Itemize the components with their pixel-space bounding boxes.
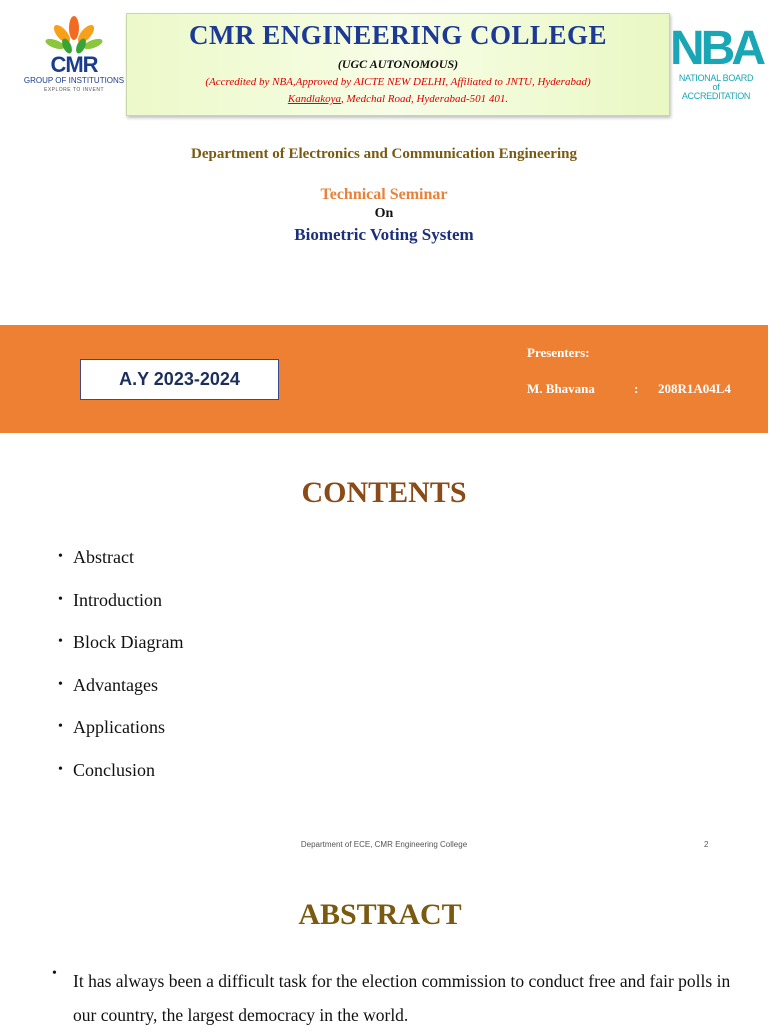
flower-icon bbox=[22, 14, 126, 56]
cmr-brand-text: CMR bbox=[50, 52, 98, 77]
contents-title: CONTENTS bbox=[301, 476, 467, 509]
nba-mark-icon bbox=[670, 16, 762, 75]
presenter-separator: : bbox=[634, 381, 639, 396]
presenter-name: M. Bhavana bbox=[527, 381, 595, 396]
cmr-logo bbox=[22, 14, 126, 104]
nba-line1: NATIONAL BOARD bbox=[678, 73, 754, 83]
abstract-title: ABSTRACT bbox=[298, 898, 462, 931]
title-slide bbox=[0, 0, 768, 433]
list-item: • Advantages bbox=[58, 674, 158, 695]
autonomous-status: (UGC AUTONOMOUS) bbox=[337, 57, 459, 71]
seminar-topic: Biometric Voting System bbox=[294, 225, 474, 244]
list-item: • Introduction bbox=[58, 589, 162, 610]
accreditation-line: (Accredited by NBA,Approved by AICTE NEW DELHI, Affiliated to JNTU, Hyderabad) bbox=[205, 76, 591, 88]
cmr-group-text: GROUP OF INSTITUTIONS bbox=[23, 76, 125, 85]
cmr-tagline: EXPLORE TO INVENT bbox=[44, 87, 104, 93]
slide-footer: Department of ECE, CMR Engineering College bbox=[300, 840, 468, 849]
list-item: • Abstract bbox=[58, 547, 134, 567]
nba-line2: of ACCREDITATION bbox=[681, 82, 751, 101]
college-banner bbox=[126, 13, 670, 116]
address-rest: , Medchal Road, Hyderabad-501 401. bbox=[341, 93, 509, 105]
nba-mark-text: NBA bbox=[670, 22, 762, 75]
department-name: Department of Electronics and Communication Engineering bbox=[191, 146, 577, 162]
academic-year-box: A.Y 2023-2024 bbox=[80, 359, 279, 400]
contents-list bbox=[58, 545, 183, 800]
list-item: • Applications bbox=[58, 717, 165, 737]
address-locality: Kandlakoya bbox=[287, 93, 342, 105]
bullet-icon: • bbox=[52, 966, 57, 981]
college-name: CMR ENGINEERING COLLEGE bbox=[188, 20, 608, 50]
presenter-roll-number: 208R1A04L4 bbox=[658, 381, 731, 396]
address-line bbox=[127, 92, 669, 106]
on-label: On bbox=[374, 206, 394, 221]
list-item: • Block Diagram bbox=[58, 632, 184, 652]
abstract-paragraph: It has always been a difficult task for the election commission to conduct free and fair polls in our country, the largest democracy in the world. bbox=[73, 971, 731, 1025]
page-number: 2 bbox=[704, 840, 709, 849]
nba-logo bbox=[670, 16, 762, 101]
seminar-label: Technical Seminar bbox=[320, 186, 448, 203]
list-item: • Conclusion bbox=[58, 759, 156, 780]
presenters-label: Presenters: bbox=[527, 345, 590, 360]
